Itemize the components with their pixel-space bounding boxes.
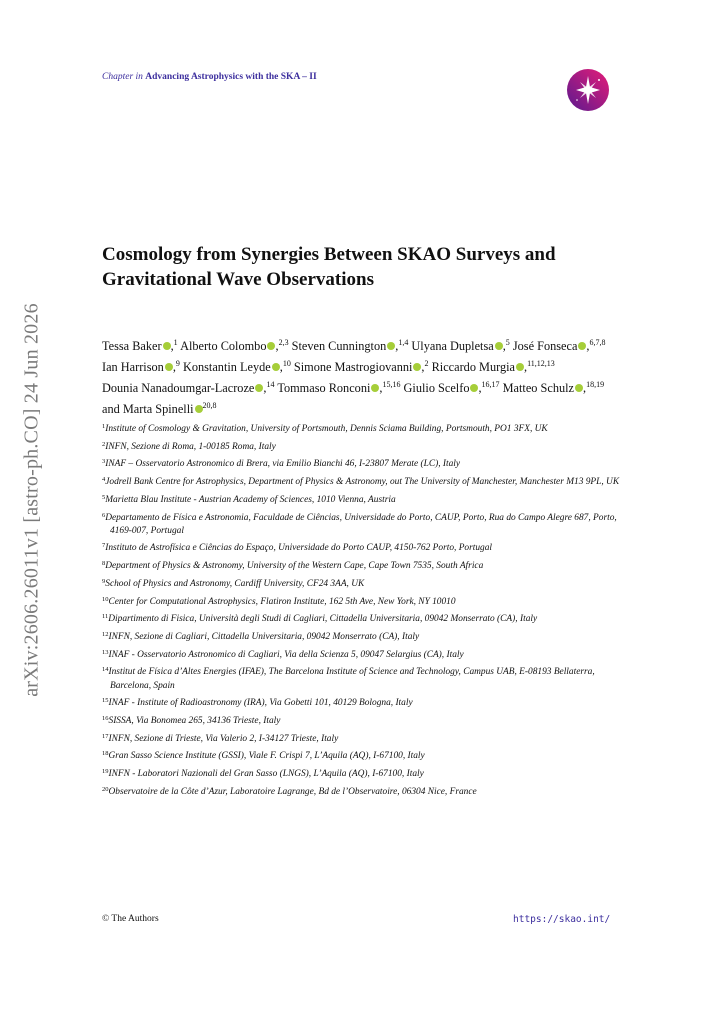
affiliation-item bbox=[102, 438, 624, 454]
chapter-prefix: Chapter in bbox=[102, 72, 143, 82]
affiliation-text: Center for Computational Astrophysics, Flatiron Institute, 162 5th Ave, New York, NY 10010 bbox=[108, 596, 456, 607]
author: Konstantin Leyde ,$^{10}$ bbox=[182, 359, 291, 374]
author-affiliation-marker: 6,7,8 bbox=[589, 338, 606, 347]
orcid-icon[interactable] bbox=[267, 342, 275, 350]
author: Giulio Scelfo ,$^{16,17}$ bbox=[403, 380, 500, 395]
author: Riccardo Murgia ,$^{11,12,13}$ bbox=[431, 359, 555, 374]
author: Tommaso Ronconi ,$^{15,16}$ bbox=[277, 380, 401, 395]
affiliation-number: 2 bbox=[102, 440, 106, 448]
orcid-icon[interactable] bbox=[195, 405, 203, 413]
arxiv-identifier-text: arXiv:2606.26011v1 [astro-ph.CO] 24 Jun 2026 bbox=[20, 303, 43, 697]
affiliation-text: Gran Sasso Science Institute (GSSI), Viale F. Crispi 7, L’Aquila (AQ), I-67100, Italy bbox=[108, 751, 425, 762]
affiliation-text: Instituto de Astrofísica e Ciências do Espaço, Universidade do Porto CAUP, 4150-762 Porto, Portugal bbox=[105, 543, 493, 554]
affiliation-text: INAF - Institute of Radioastronomy (IRA), Via Gobetti 101, 40129 Bologna, Italy bbox=[108, 698, 413, 709]
affiliation-number: 12 bbox=[102, 630, 109, 638]
author-affiliation-marker: 9 bbox=[175, 359, 180, 368]
affiliation-item bbox=[102, 575, 624, 591]
author-name: Steven Cunnington bbox=[291, 339, 387, 353]
author bbox=[123, 402, 217, 416]
affiliation-item bbox=[102, 473, 624, 489]
author-affiliation-marker: 2 bbox=[424, 359, 429, 368]
author-name: Simone Mastrogiovanni bbox=[293, 360, 413, 374]
affiliation-number: 1 bbox=[102, 423, 106, 430]
author-affiliation-marker: 1,4 bbox=[398, 338, 409, 347]
author: Ian Harrison ,$^9$ bbox=[102, 359, 180, 374]
orcid-icon[interactable] bbox=[575, 384, 583, 392]
orcid-icon[interactable] bbox=[495, 342, 503, 350]
author-name: Riccardo Murgia bbox=[431, 360, 516, 374]
affiliation-text: Marietta Blau Institute - Austrian Academy of Sciences, 1010 Vienna, Austria bbox=[105, 494, 396, 505]
author-affiliation-marker: 1 bbox=[173, 338, 178, 347]
chapter-header bbox=[102, 72, 317, 82]
affiliation-item bbox=[102, 765, 624, 781]
affiliation-text: INFN, Sezione di Trieste, Via Valerio 2, I-34127 Trieste, Italy bbox=[108, 733, 339, 744]
author-affiliation-marker: 11,12,13 bbox=[527, 359, 555, 368]
affiliation-text: Jodrell Bank Centre for Astrophysics, Department of Physics & Astronomy, out The University of Manchester, Manchester M13 9PL, UK bbox=[105, 477, 620, 488]
author-name: Tessa Baker bbox=[102, 339, 162, 353]
author: Ulyana Dupletsa ,$^5$ bbox=[411, 338, 510, 353]
ska-website-link[interactable]: https://skao.int/ bbox=[513, 914, 611, 925]
author-affiliation-marker: 10 bbox=[282, 359, 291, 368]
author: Simone Mastrogiovanni ,$^2$ bbox=[293, 359, 429, 374]
affiliation-item bbox=[102, 747, 624, 763]
affiliation-text: INFN - Laboratori Nazionali del Gran Sasso (LNGS), L’Aquila (AQ), I-67100, Italy bbox=[108, 769, 424, 780]
author-name: Konstantin Leyde bbox=[182, 360, 271, 374]
orcid-icon[interactable] bbox=[387, 342, 395, 350]
arxiv-identifier-stamp bbox=[12, 270, 52, 730]
affiliation-number: 6 bbox=[102, 511, 106, 519]
author: Alberto Colombo ,$^{2,3}$ bbox=[180, 338, 289, 353]
affiliation-item bbox=[102, 663, 624, 692]
orcid-icon[interactable] bbox=[163, 342, 171, 350]
affiliation-number: 4 bbox=[102, 476, 106, 484]
affiliation-text: Observatoire de la Côte d’Azur, Laboratoire Lagrange, Bd de l’Observatoire, 06304 Nice, France bbox=[108, 786, 477, 797]
author-name: Ulyana Dupletsa bbox=[411, 339, 494, 353]
affiliation-item bbox=[102, 783, 624, 799]
affiliation-item bbox=[102, 628, 624, 644]
author-name: Alberto Colombo bbox=[180, 339, 267, 353]
author: Matteo Schulz ,$^{18,19}$ bbox=[502, 380, 605, 395]
paper-title bbox=[102, 242, 622, 292]
affiliation-number: 3 bbox=[102, 458, 106, 466]
author-affiliation-marker: 20,8 bbox=[202, 401, 217, 410]
affiliation-item bbox=[102, 509, 624, 538]
affiliation-item bbox=[102, 610, 624, 626]
copyright-notice: © The Authors bbox=[102, 914, 159, 924]
affiliation-number: 10 bbox=[102, 595, 109, 603]
affiliation-number: 15 bbox=[102, 697, 109, 705]
paper-title-line-1: Cosmology from Synergies Between SKAO Surveys and bbox=[102, 244, 556, 265]
author-name: Tommaso Ronconi bbox=[277, 381, 371, 395]
author: Tessa Baker ,$^1$ bbox=[102, 338, 178, 353]
orcid-icon[interactable] bbox=[371, 384, 379, 392]
affiliation-number: 19 bbox=[102, 768, 109, 776]
author-name: Ian Harrison bbox=[102, 360, 164, 374]
affiliation-number: 8 bbox=[102, 560, 106, 568]
affiliation-item bbox=[102, 539, 624, 555]
affiliation-item bbox=[102, 646, 624, 662]
affiliation-item bbox=[102, 694, 624, 710]
affiliation-text: Departamento de Física e Astronomia, Faculdade de Ciências, Universidade do Porto, CAUP, Porto, Rua do Campo Alegre 687, Porto, 4169-007, Portugal bbox=[105, 512, 617, 536]
orcid-icon[interactable] bbox=[516, 363, 524, 371]
affiliation-number: 20 bbox=[102, 785, 109, 793]
affiliation-item bbox=[102, 712, 624, 728]
author: Dounia Nanadoumgar-Lacroze ,$^{14}$ bbox=[102, 380, 275, 395]
author-affiliation-marker: 5 bbox=[505, 338, 510, 347]
affiliation-text: INFN, Sezione di Roma, 1-00185 Roma, Italy bbox=[105, 441, 276, 452]
affiliation-number: 9 bbox=[102, 577, 106, 585]
affiliation-item bbox=[102, 730, 624, 746]
author-affiliation-marker: 2,3 bbox=[278, 338, 289, 347]
author-conjunction: and bbox=[102, 402, 120, 416]
affiliation-item bbox=[102, 491, 624, 507]
affiliation-text: SISSA, Via Bonomea 265, 34136 Trieste, Italy bbox=[108, 715, 281, 726]
author: José Fonseca ,$^{6,7,8}$ bbox=[512, 338, 606, 353]
author: Steven Cunnington ,$^{1,4}$ bbox=[291, 338, 409, 353]
affiliation-item bbox=[102, 455, 624, 471]
affiliation-item bbox=[102, 593, 624, 609]
author-affiliation-marker: 16,17 bbox=[481, 380, 500, 389]
author-affiliation-marker: 18,19 bbox=[586, 380, 605, 389]
paper-title-line-2: Gravitational Wave Observations bbox=[102, 269, 374, 290]
affiliation-number: 13 bbox=[102, 648, 109, 656]
orcid-icon[interactable] bbox=[578, 342, 586, 350]
affiliation-list bbox=[102, 420, 624, 800]
affiliation-text: INFN, Sezione di Cagliari, Cittadella Universitaria, 09042 Monserrato (CA), Italy bbox=[108, 631, 420, 642]
author-list bbox=[102, 334, 624, 418]
orcid-icon[interactable] bbox=[413, 363, 421, 371]
author-name: Marta Spinelli bbox=[122, 402, 194, 416]
author-name: Giulio Scelfo bbox=[403, 381, 470, 395]
affiliation-number: 14 bbox=[102, 666, 109, 674]
affiliation-text: INAF – Osservatorio Astronomico di Brera, via Emilio Bianchi 46, I-23807 Merate (LC), Italy bbox=[105, 459, 461, 470]
orcid-icon[interactable] bbox=[255, 384, 263, 392]
affiliation-number: 7 bbox=[102, 542, 106, 550]
orcid-icon[interactable] bbox=[165, 363, 173, 371]
affiliation-item bbox=[102, 420, 624, 436]
orcid-icon[interactable] bbox=[272, 363, 280, 371]
affiliation-number: 16 bbox=[102, 714, 109, 722]
ska-star-logo-icon bbox=[566, 68, 610, 112]
affiliation-text: School of Physics and Astronomy, Cardiff University, CF24 3AA, UK bbox=[105, 578, 365, 589]
affiliation-text: Department of Physics & Astronomy, University of the Western Cape, Cape Town 7535, South Africa bbox=[105, 561, 484, 572]
author-affiliation-marker: 15,16 bbox=[382, 380, 401, 389]
orcid-icon[interactable] bbox=[470, 384, 478, 392]
affiliation-text: Dipartimento di Fisica, Università degli Studi di Cagliari, Cittadella Universitaria, 09042 Monserrato (CA), Italy bbox=[108, 614, 538, 625]
author-name: Matteo Schulz bbox=[502, 381, 574, 395]
affiliation-text: Institute of Cosmology & Gravitation, University of Portsmouth, Dennis Sciama Building, Portsmouth, PO1 3FX, UK bbox=[105, 424, 548, 434]
affiliation-number: 18 bbox=[102, 750, 109, 758]
affiliation-number: 5 bbox=[102, 493, 106, 501]
author-name: José Fonseca bbox=[512, 339, 578, 353]
affiliation-text: INAF - Osservatorio Astronomico di Cagliari, Via della Scienza 5, 09047 Selargius (CA), Italy bbox=[108, 649, 464, 660]
affiliation-number: 11 bbox=[102, 613, 109, 621]
book-title: Advancing Astrophysics with the SKA – II bbox=[145, 72, 317, 82]
author-affiliation-marker: 14 bbox=[266, 380, 275, 389]
affiliation-item bbox=[102, 557, 624, 573]
author-name: Dounia Nanadoumgar-Lacroze bbox=[102, 381, 255, 395]
affiliation-text: Institut de Física d’Altes Energies (IFAE), The Barcelona Institute of Science and Technology, Campus UAB, E-08193 Bellaterra, Barcelona, Spain bbox=[108, 667, 595, 691]
affiliation-number: 17 bbox=[102, 732, 109, 740]
